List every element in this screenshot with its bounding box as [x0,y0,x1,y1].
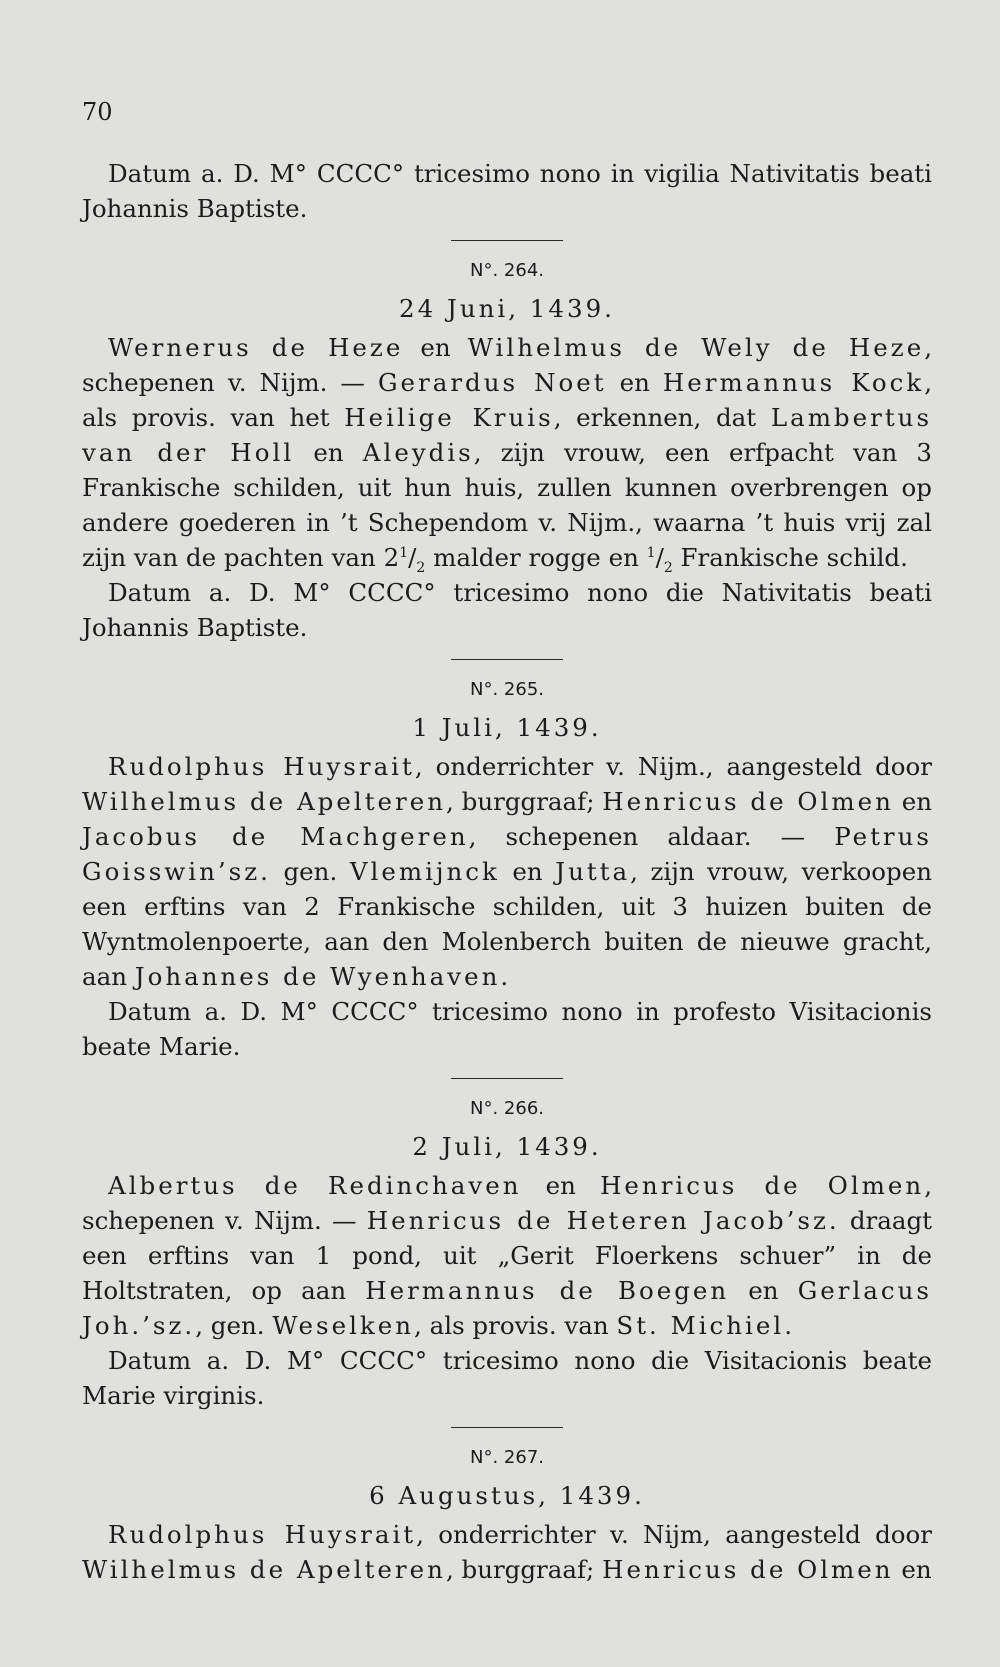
separator-rule [451,240,563,241]
body-text: , burggraaf; [445,1555,603,1584]
body-text: en [499,857,556,886]
entry-datum: Datum a. D. M° CCCC° tricesimo nono in profesto Visitacionis beate Marie. [82,997,932,1061]
place-name: St. Michiel [616,1311,785,1340]
fraction-numerator: 1 [399,544,409,561]
person-name: Hermannus Kock [662,368,925,397]
person-name: Henricus de Olmen [602,1555,894,1584]
body-text: en [403,333,468,362]
body-text: en [606,368,663,397]
entry-date: 2 Juli, 1439. [412,1132,602,1161]
person-name: Weselken [272,1311,415,1340]
body-text: , schepenen v. Nijm. — [82,1171,932,1235]
body-text: , zijn vrouw, een erfpacht van 3 Frankische schilden, uit hun huis, zullen kunnen overbrengen op andere goederen in ’t Schependom v. Nijm., waarna ’t huis vrij zal zijn van de pachten van 2 [82,438,933,572]
body-text: draagt een erftins van 1 pond, uit „Gerit Floerkens schuer” in de Holtstraten, op aan [82,1206,932,1305]
body-text: , als provis. van [414,1311,617,1340]
separator-rule [451,1427,563,1428]
body-text: en [729,1276,798,1305]
entry-date: 24 Juni, 1439. [399,294,615,323]
body-text: en [893,1555,932,1584]
person-name: Wernerus de Heze [108,333,404,362]
entry-body [82,1168,932,1343]
entry-number: N°. 264. [470,260,544,281]
separator-rule [451,1078,563,1079]
body-text: gen. [270,857,350,886]
person-name: Jacobus de Machgeren [82,822,469,851]
person-name: Gerardus Noet [377,368,607,397]
person-name: Henricus de Olmen [602,787,894,816]
entry-number: N°. 265. [470,679,544,700]
body-text: . [500,962,509,991]
entry-datum: Datum a. D. M° CCCC° tricesimo nono die Nativitatis beati Johannis Baptiste. [82,578,932,642]
person-name: Jutta [555,857,631,886]
body-text: , erkennen, dat [553,403,771,432]
entry-number: N°. 267. [470,1447,544,1468]
person-name: Henricus de Heteren Jacob’sz. [366,1206,840,1235]
person-name: Rudolphus Huysrait [108,1520,417,1549]
person-name: Petrus Goisswin’sz. [82,822,932,886]
body-text: en [294,438,363,467]
entry-datum: Datum a. D. M° CCCC° tricesimo nono die Visitacionis beate Marie virginis. [82,1346,932,1410]
person-name: Wilhelmus de Apelteren [82,1555,446,1584]
body-text: , onderrichter v. Nijm, aangesteld door [416,1520,933,1549]
person-name: Wilhelmus de Wely de Heze [467,333,925,362]
body-text: , als provis. van het [82,368,932,432]
person-name: Albertus de Redinchaven [108,1171,522,1200]
intro-datum: Datum a. D. M° CCCC° tricesimo nono in vigilia Nativitatis beati Johannis Baptiste. [82,159,932,223]
person-name: Wilhelmus de Apelteren [82,787,447,816]
person-name: Johannes de Wyenhaven [134,962,501,991]
body-text: , gen. [195,1311,273,1340]
person-name: Aleydis [362,438,474,467]
person-name: Vlemijnck [349,857,500,886]
entry-body [82,749,932,994]
body-text: , zijn vrouw, verkoopen een erftins van 2 Frankische schilden, uit 3 huizen buiten de Wyntmolenpoerte, aan den Molenberch buiten de nieuwe gracht, aan [82,857,933,991]
fraction-denominator: 2 [663,559,673,576]
body-text: , schepenen aldaar. — [468,822,835,851]
person-name: Henricus de Olmen [600,1171,925,1200]
entry-date: 6 Augustus, 1439. [369,1481,645,1510]
entry-number: N°. 266. [470,1098,544,1119]
body-text: , onderrichter v. Nijm., aangesteld door [414,752,932,781]
place-name: Heilige Kruis [344,403,554,432]
body-text: , burggraaf; [446,787,603,816]
person-name: Hermannus de Boegen [365,1276,730,1305]
person-name: Gerlacus Joh.’sz. [82,1276,932,1340]
page-number: 70 [82,98,113,126]
fraction-denominator: 2 [416,559,426,576]
body-text: en [893,787,932,816]
body-text: en [521,1171,601,1200]
text-column [82,156,932,1587]
entry-body [82,1517,932,1587]
person-name: Rudolphus Huysrait [108,752,415,781]
body-text: Frankische schild. [672,543,908,572]
entry-date: 1 Juli, 1439. [412,713,602,742]
body-text: , schepenen v. Nijm. — [82,333,932,397]
person-name: Lambertus van der Holl [82,403,933,467]
fraction-numerator: 1 [646,544,656,561]
entry-body: Wernerus de Heze en Wilhelmus de Wely de Heze, schepenen v. Nijm. — Gerardus Noet en Hermannus Kock, als provis. van het Heilige Kruis, erkennen, dat Lambertus van der Holl en Aleydis, zijn vrouw, een erfpacht van 3 Frankische schilden, uit hun huis, zullen kunnen overbrengen op andere goederen in ’t Schependom v. Nijm., waarna ’t huis vrij zal zijn van de pachten van $2^1/_2$ malder rogge en $^1/_2$ Frankische schild. [82,333,933,576]
body-text: . [784,1311,793,1340]
body-text: malder rogge en [425,543,647,572]
separator-rule [451,659,563,660]
